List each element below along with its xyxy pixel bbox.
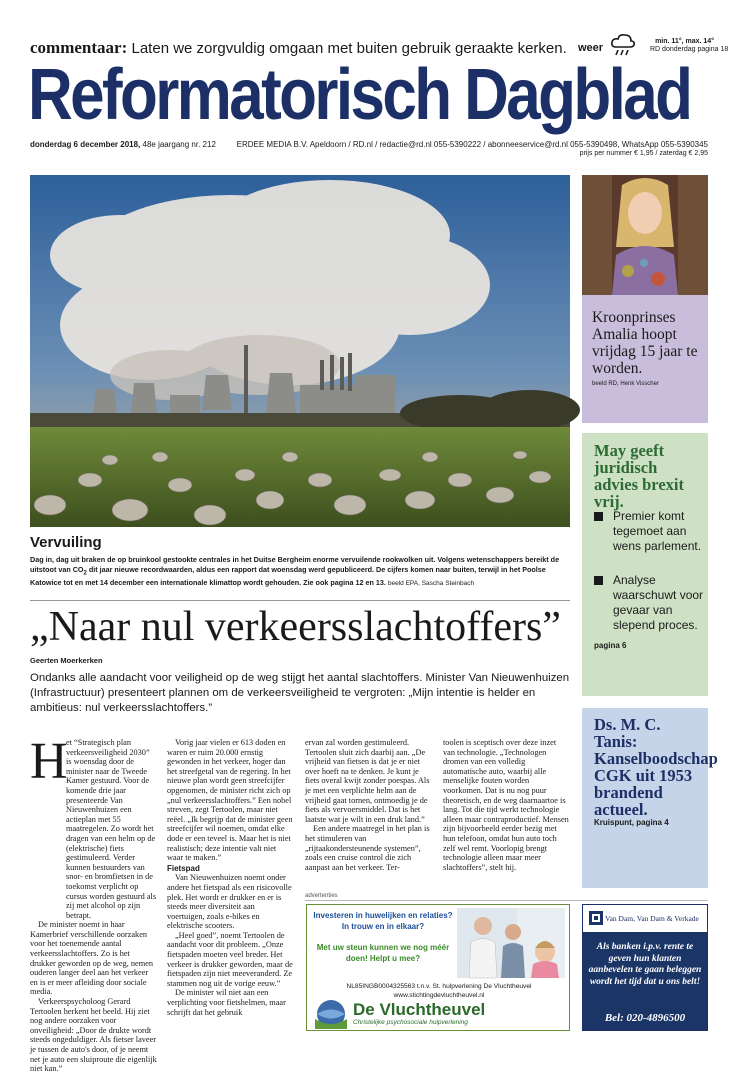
brexit-teaser[interactable] [582,433,708,696]
commentary-text: Laten we zorgvuldig omgaan met buiten gebruik geraakte kerken. [131,40,567,57]
article-intro: Ondanks alle aandacht voor veiligheid op de weg stijgt het aantal slachtoffers. Minister Van Nieuwenhuizen (Infrastructuur) presenteert plannen om de verkeersveiligheid te vergroten: „Mijn intentie is helder en ambitieus: nul verkeersslachtoffers.” [30,672,570,714]
vandam-body [583,932,707,1030]
date-text: donderdag 6 december 2018, [30,140,141,149]
article-column-3 [305,738,432,872]
commentary-label: commentaar: [30,38,128,57]
vandam-message: Als banken i.p.v. rente te geven hun klanten aanbevelen te gaan beleggen wordt het tijd dat u ons belt! [588,942,702,987]
ads-divider [305,900,708,901]
ad-line-2: Met uw steun kunnen we nog méér doen! Helpt u mee? [316,943,450,963]
ad-line-1: Investeren in huwelijken en relaties? In trouw en in elkaar? [313,911,453,931]
article-paragraph: De minister wil niet aan een verplichting voor fietshelmen, maar schrijft dat het gebruik [167,988,286,1017]
tanis-teaser[interactable] [582,708,718,888]
caption-text-part1: Dag in, dag uit braken de op bruinkool gestookte centrales in het Duitse Bergheim enorme vervuilende rookwolken uit. Volgens wetenschappers bereikt de uitstoot van CO [30,555,560,574]
weather-label: weer [578,42,604,54]
amalia-photo [582,175,708,295]
vluchtheuvel-ad[interactable] [306,904,570,1031]
cloud-rain-icon [610,33,636,57]
tanis-page-ref: Kruispunt, pagina 4 [594,818,669,827]
article-subheading: Fietspad [167,863,200,873]
brexit-page-ref: pagina 6 [594,641,627,650]
brexit-bullet [594,509,706,554]
vandam-ad[interactable] [582,904,708,1031]
tanis-headline: Ds. M. C. Tanis: Kanselboodschap CGK uit 1953 brandend actueel. [594,715,718,819]
article-paragraph: et “Strategisch plan verkeersveiligheid 2030” is woensdag door de minister naar de Tweede Kamer gestuurd. Voor de komende drie jaar presenteerde Van Nieuwenhuizen een actieplan met 55 maatregelen. Zo wordt het dragen van een helm op de (elektrische) fiets gestimuleerd. Verder kunnen bestuurders van snor- en bromfietsen in de toekomst verplicht op cursus worden gestuurd als zij met alcohol op zijn betrapt. [66,738,157,920]
caption-text-part2: dit jaar nieuwe recordwaarden, aldus een rapport dat woensdag werd gepubliceerd. De cijfers komen naar buiten, terwijl in het Poolse Katowice tot en met 14 december een internationale klimattop wordt gehouden. Zie ook pagina 12 en 13. [30,565,546,588]
article-paragraph: Vorig jaar vielen er 613 doden en waren er ruim 20.000 ernstig gewonden in het verkeer, hoger dan het streefgetal van de regering. In het nieuwe plan wordt geen streefcijfer opgenomen, de minister richt zich op „nul verkeersslachtoffers.” Een nobel streven, zegt Tertoolen, maar niet reëel. „Ik begrijp dat de minister geen streefcijfer wil noemen, omdat elke dode er een teveel is. Maar het is niet realistisch; deze intentie valt niet waar te maken.” [167,738,293,863]
brexit-headline: May geeft juridisch advies brexit vrij. [594,441,684,511]
weather-temps: min. 11°, max. 14° [655,38,714,45]
bullet-text: Premier komt tegemoet aan wens parlement. [613,509,702,553]
ads-label: advertenties [305,893,338,899]
amalia-teaser[interactable] [582,295,708,423]
vluchtheuvel-name: De Vluchtheuvel [353,1000,486,1019]
article-paragraph: Van Nieuwenhuizen noemt onder andere het fietspad als een risicovolle plek. Het wordt er drukker en er is steeds meer diversiteit aan voertuigen, zoals e-bikes en elektrische scooters. [167,873,292,931]
article-dropcap: H [30,733,68,790]
amalia-headline: Kroonprinses Amalia hoopt vrijdag 15 jaar te worden. [592,309,698,377]
article-headline[interactable]: „Naar nul verkeersslachtoffers” [30,604,561,650]
article-column-4 [443,738,570,872]
caption-subscript: 2 [83,570,87,577]
ad-photo [457,908,565,978]
vandam-header [583,905,707,932]
article-paragraph: toolen is sceptisch over deze inzet van technologie. „Technologen dromen van een volledig automatische auto, waarbij alle menselijke fouten worden voorkomen. Dat is nu nog puur theoretisch, en de weg daarnaartoe is lang. Tot die tijd werkt technologie alleen maar contraproductief. Mensen zijn bijvoorbeeld eerder bezig met hun telefoon, omdat hun auto toch zelf wel remt. Voorlopig brengt technologie alleen maar meer slachtoffers”, stelt hij. [443,738,569,872]
article-paragraph: Verkeerspsycholoog Gerard Tertoolen herkent het beeld. Hij ziet nog andere oorzaken voor onveiligheid: „Door de drukte wordt steeds ongeduldiger. Als fietser laveer je tussen de auto's door, of je neemt net je auto een sluiproute die eigenlijk niet kan.” [30,997,157,1074]
publisher-contact: ERDEE MEDIA B.V. Apeldoorn / RD.nl / redactie@rd.nl 055-5390222 / abonneeservice@rd.nl 055-5390498, WhatsApp 055-5390345 [236,140,708,149]
article-column-1 [30,733,157,1074]
caption-text [30,555,570,589]
power-plant-photo [30,175,570,527]
weather-page-ref: RD donderdag pagina 18 [650,46,729,53]
vluchtheuvel-logo [313,999,573,1029]
issue-date [30,140,216,149]
bullet-square-icon [594,576,603,585]
article-paragraph: Een andere maatregel in het plan is het stimuleren van „rijtaakondersteunende systemen”, zoals een cruise control die zich aanpast aan het verkeer. Ter- [305,824,430,872]
weather-info [650,38,729,54]
article-column-2 [167,738,294,1017]
caption-credit: beeld EPA, Sascha Steinbach [387,580,475,588]
masthead-logo[interactable]: Reformatorisch Dagblad [28,55,691,135]
bullet-text: Analyse waarschuwt voor gevaar van slepend proces. [613,573,704,632]
article-paragraph: ervan zal worden gestimuleerd. Tertoolen sluit zich daarbij aan. „De vrijheid van fietsen is dat je er niet over hoeft na te denken. Je kunt je fiets overal kwijt zonder poespas. Als je met een verplichte helm aan de vrijheid gaat tornen, ontmoedig je de fiets als vervoersmiddel. Dat is het laatste wat je wilt in een druk land.” [305,738,430,824]
brexit-bullet [594,573,706,633]
section-divider [30,600,570,601]
issue-number: 48e jaargang nr. 212 [142,140,216,149]
globe-logo-icon [313,999,349,1029]
vandam-name: Van Dam, Van Dam & Verkade [605,914,699,923]
caption-title: Vervuiling [30,534,102,551]
article-author: Geerten Moerkerken [30,656,103,665]
article-paragraph: „Heel goed”, noemt Tertoolen de aandacht voor dit probleem. „Onze fietspaden moeten veel breder. Het verkeer is drukker geworden, maar de fietspaden zijn niet meeveranderd. Ze stammen nog uit de vorige eeuw.” [167,930,293,988]
vandam-phone[interactable]: Bel: 020-4896500 [604,1012,686,1024]
ad-bank-details: NL85INGB0004325563 t.n.v. St. hulpverlening De Vluchtheuvel www.stichtingdevluchtheuvel.nl [346,983,532,999]
article-paragraph: De minister noemt in haar Kamerbrief verschillende oorzaken voor het toenemende aantal verkeersslachtoffers. Zo is het drukker geworden op de weg, nemen ouderen langer deel aan het verkeer en is er meer afleiding door sociale media. [30,920,154,997]
bullet-square-icon [594,512,603,521]
vluchtheuvel-tagline: Christelijke psychosociale hulpverlening [353,1019,468,1026]
price-info: prijs per nummer € 1,95 / zaterdag € 2,95 [579,150,708,157]
vandam-logo-icon [589,911,603,925]
amalia-credit: beeld RD, Henk Visscher [592,381,659,387]
